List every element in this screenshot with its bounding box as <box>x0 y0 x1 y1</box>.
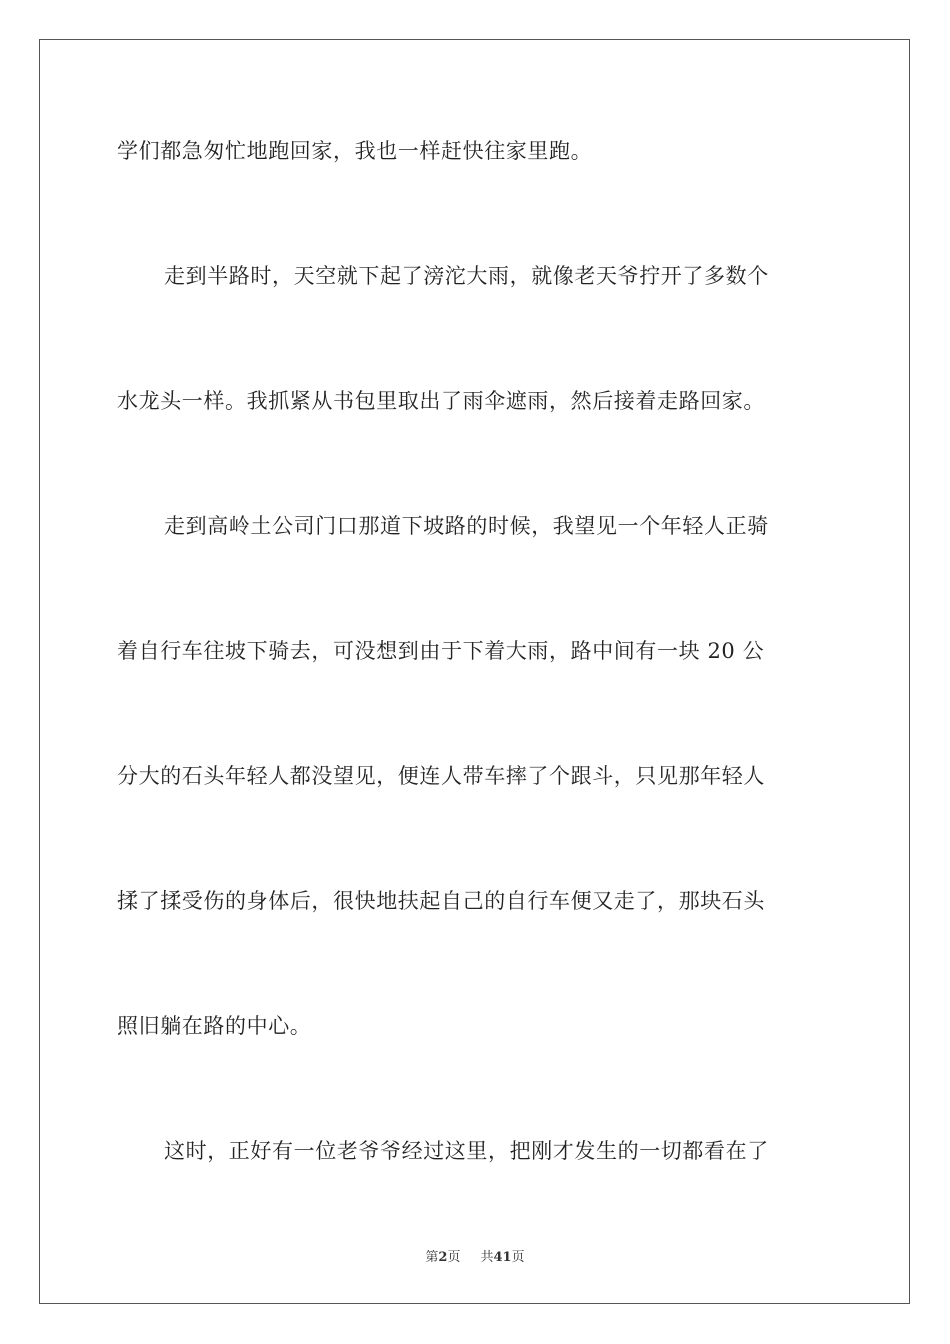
paragraph-line: 走到高岭土公司门口那道下坡路的时候，我望见一个年轻人正骑 <box>164 514 769 538</box>
paragraph-line: 揉了揉受伤的身体后，很快地扶起自己的自行车便又走了，那块石头 <box>117 889 765 913</box>
page-label-prefix: 第 <box>425 1250 439 1265</box>
total-label-suffix: 页 <box>511 1250 525 1265</box>
paragraph-line: 着自行车往坡下骑去，可没想到由于下着大雨，路中间有一块 20 公 <box>117 639 765 663</box>
total-label-prefix: 共 <box>480 1250 494 1265</box>
page-number: 2 <box>438 1250 448 1265</box>
paragraph-line: 这时，正好有一位老爷爷经过这里，把刚才发生的一切都看在了 <box>164 1139 769 1163</box>
paragraph-line: 学们都急匆忙地跑回家，我也一样赶快往家里跑。 <box>117 139 593 163</box>
page-border <box>39 39 910 1304</box>
paragraph-line: 水龙头一样。我抓紧从书包里取出了雨伞遮雨，然后接着走路回家。 <box>117 389 765 413</box>
page-label-suffix: 页 <box>447 1250 461 1265</box>
paragraph-line: 分大的石头年轻人都没望见，便连人带车摔了个跟斗，只见那年轻人 <box>117 764 765 788</box>
total-pages: 41 <box>493 1250 512 1265</box>
paragraph-line: 照旧躺在路的中心。 <box>117 1014 312 1038</box>
paragraph-line: 走到半路时，天空就下起了滂沱大雨，就像老天爷拧开了多数个 <box>164 264 769 288</box>
page-footer <box>0 1246 950 1265</box>
